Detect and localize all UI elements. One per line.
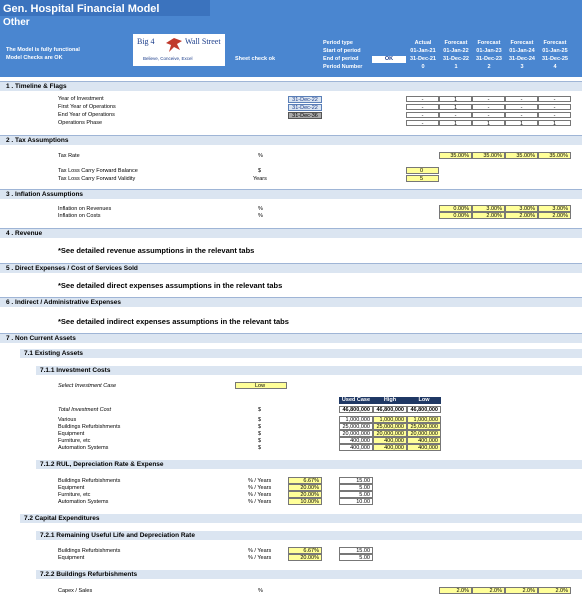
period-col-2-type: Forecast xyxy=(477,40,501,46)
period-col-2-end: 31-Dec-23 xyxy=(476,56,502,62)
period-col-1-start: 01-Jan-22 xyxy=(443,48,469,54)
inflation-costs-input[interactable]: 2.00% xyxy=(472,212,505,219)
item-high-input[interactable]: 1,000,000 xyxy=(373,416,407,423)
section-revenue[interactable] xyxy=(0,228,582,238)
item-low-input[interactable]: 1,000,000 xyxy=(407,416,441,423)
period-col-1-type: Forecast xyxy=(444,40,468,46)
section-title: 6 . Indirect / Administrative Expenses xyxy=(6,299,121,306)
inflation-revenues-unit: % xyxy=(258,206,263,212)
rul-label: Equipment xyxy=(58,485,85,491)
period-col-4-start: 01-Jan-25 xyxy=(542,48,568,54)
capex-useful-life-years: 5.00 xyxy=(339,554,373,561)
inflation-costs-label: Inflation on Costs xyxy=(58,213,101,219)
flag-cell: 1 xyxy=(538,120,571,126)
flag-cell: 1 xyxy=(439,104,472,110)
total-low: 46,800,000 xyxy=(407,406,441,413)
flag-cell: - xyxy=(505,104,538,110)
item-used: 400,000 xyxy=(339,444,373,451)
rul-label: Automation Systems xyxy=(58,499,109,505)
section-title: 7.2 Capital Expenditures xyxy=(24,515,100,522)
subsection-remaining-useful-life[interactable] xyxy=(36,531,582,540)
indirect-expenses-note: *See detailed indirect expenses assumptions in the relevant tabs xyxy=(58,317,289,326)
rul-unit: % / Years xyxy=(248,478,272,484)
item-low-input[interactable]: 400,000 xyxy=(407,437,441,444)
useful-life-years: 5.00 xyxy=(339,484,373,491)
flag-cell: - xyxy=(538,96,571,102)
row-label: End Year of Operations xyxy=(58,112,115,118)
section-title: 7.1 Existing Assets xyxy=(24,350,84,357)
subsection-existing-assets[interactable] xyxy=(20,349,582,358)
used-case-header: Used Case xyxy=(339,397,373,404)
tax-loss-balance-label: Tax Loss Carry Forward Balance xyxy=(58,168,138,174)
capex-sales-unit: % xyxy=(258,588,263,594)
section-title: 5 . Direct Expenses / Cost of Services Sold xyxy=(6,265,138,272)
rul2-label: Equipment xyxy=(58,555,85,561)
item-unit: $ xyxy=(258,424,262,430)
model-status-line2: Model Checks are OK xyxy=(6,55,63,61)
period-col-0-num: 0 xyxy=(421,64,425,70)
period-col-1-end: 31-Dec-22 xyxy=(443,56,469,62)
item-low-input[interactable]: 400,000 xyxy=(407,444,441,451)
flag-cell: - xyxy=(472,112,505,118)
section-timeline-flags[interactable] xyxy=(0,81,582,91)
item-unit: $ xyxy=(258,417,262,423)
total-investment-label: Total Investment Cost xyxy=(58,407,111,413)
depreciation-rate-input[interactable]: 10.00% xyxy=(288,498,322,505)
first-year-operations-date[interactable]: 31-Dec-22 xyxy=(288,104,322,111)
logo-text-left: Big 4 xyxy=(137,37,155,46)
tax-loss-balance-input[interactable]: 0 xyxy=(406,167,439,174)
tax-rate-label: Tax Rate xyxy=(58,153,80,159)
section-direct-expenses[interactable] xyxy=(0,263,582,273)
rul-label: Furniture, etc xyxy=(58,492,91,498)
period-col-3-start: 01-Jan-24 xyxy=(509,48,535,54)
period-col-2-start: 01-Jan-23 xyxy=(476,48,502,54)
inflation-costs-unit: % xyxy=(258,213,263,219)
sheet-check-status: Sheet check ok xyxy=(235,56,276,62)
flag-cell: - xyxy=(439,112,472,118)
end-period-ok-badge: OK xyxy=(372,56,406,63)
tax-rate-input[interactable]: 35.00% xyxy=(472,152,505,159)
item-label: Buildings Refurbishments xyxy=(58,424,121,430)
inflation-revenues-input[interactable]: 3.00% xyxy=(538,205,571,212)
flag-cell: 1 xyxy=(439,120,472,126)
total-used: 46,800,000 xyxy=(339,406,373,413)
inflation-costs-input[interactable]: 2.00% xyxy=(538,212,571,219)
period-col-0-start: 01-Jan-21 xyxy=(410,48,436,54)
item-label: Furniture, etc xyxy=(58,438,91,444)
tax-rate-input[interactable]: 35.00% xyxy=(505,152,538,159)
period-col-2-num: 2 xyxy=(487,64,491,70)
flag-cell: - xyxy=(406,96,439,102)
depreciation-rate-input[interactable]: 20.00% xyxy=(288,491,322,498)
revenue-note: *See detailed revenue assumptions in the relevant tabs xyxy=(58,246,255,255)
period-col-0-end: 31-Dec-21 xyxy=(410,56,436,62)
section-title: 7.2.2 Buildings Refurbishments xyxy=(40,571,138,578)
end-period-label: End of period xyxy=(323,56,359,62)
total-high: 46,800,000 xyxy=(373,406,407,413)
section-tax-assumptions[interactable] xyxy=(0,135,582,145)
model-status-line1: The Model is fully functional xyxy=(6,47,80,53)
section-title: 7.1.2 RUL, Depreciation Rate & Expense xyxy=(40,461,164,468)
section-title: 3 . Inflation Assumptions xyxy=(6,191,84,198)
select-case-label: Select Investment Case xyxy=(58,383,117,389)
section-inflation-assumptions[interactable] xyxy=(0,189,582,199)
item-used: 25,000,000 xyxy=(339,423,373,430)
item-label: Automation Systems xyxy=(58,445,109,451)
flag-cell: - xyxy=(505,96,538,102)
low-case-header: Low xyxy=(407,397,441,404)
flag-cell: - xyxy=(406,112,439,118)
rul2-unit: % / Years xyxy=(248,548,272,554)
row-label: First Year of Operations xyxy=(58,104,116,110)
period-col-1-num: 1 xyxy=(454,64,458,70)
subsection-rul-depreciation[interactable] xyxy=(36,460,582,469)
end-year-operations-date: 31-Dec-36 xyxy=(288,112,322,119)
item-used: 1,000,000 xyxy=(339,416,373,423)
tax-loss-validity-unit: Years xyxy=(253,176,267,182)
tax-loss-validity-label: Tax Loss Carry Forward Validity xyxy=(58,176,136,182)
capex-depreciation-rate-input[interactable]: 20.00% xyxy=(288,554,322,561)
inflation-costs-input[interactable]: 2.00% xyxy=(505,212,538,219)
item-used: 400,000 xyxy=(339,437,373,444)
eagle-icon xyxy=(164,35,184,55)
item-label: Equipment xyxy=(58,431,85,437)
flag-cell: - xyxy=(538,104,571,110)
item-high-input[interactable]: 400,000 xyxy=(373,444,407,451)
section-title: 7.2.1 Remaining Useful Life and Depreciation Rate xyxy=(40,532,195,539)
flag-cell: 1 xyxy=(439,96,472,102)
item-unit: $ xyxy=(258,438,262,444)
capex-sales-input[interactable]: 2.0% xyxy=(538,587,571,594)
section-title: 1 . Timeline & Flags xyxy=(6,83,67,90)
inflation-revenues-input[interactable]: 3.00% xyxy=(472,205,505,212)
period-col-4-num: 4 xyxy=(553,64,557,70)
period-col-3-end: 31-Dec-24 xyxy=(509,56,535,62)
item-label: Various xyxy=(58,417,77,423)
period-col-3-num: 3 xyxy=(520,64,524,70)
useful-life-years: 15.00 xyxy=(339,477,373,484)
capex-sales-input[interactable]: 2.0% xyxy=(472,587,505,594)
period-col-4-end: 31-Dec-25 xyxy=(542,56,568,62)
investment-case-select[interactable]: Low xyxy=(235,382,287,389)
item-used: 20,000,000 xyxy=(339,430,373,437)
flag-cell: - xyxy=(472,96,505,102)
useful-life-years: 10.00 xyxy=(339,498,373,505)
logo-tagline: Believe, Conceive, Excel xyxy=(143,56,193,61)
flag-cell: 1 xyxy=(505,120,538,126)
subsection-buildings-refurbishments[interactable] xyxy=(36,570,582,579)
capex-sales-input[interactable]: 2.0% xyxy=(505,587,538,594)
rul-label: Buildings Refurbishments xyxy=(58,478,121,484)
rul-unit: % / Years xyxy=(248,499,272,505)
section-title: 7 . Non Current Assets xyxy=(6,335,76,342)
flag-cell: - xyxy=(472,104,505,110)
period-type-label: Period type xyxy=(323,40,353,46)
item-high-input[interactable]: 25,000,000 xyxy=(373,423,407,430)
item-high-input[interactable]: 20,000,000 xyxy=(373,430,407,437)
tax-loss-validity-input[interactable]: 5 xyxy=(406,175,439,182)
tax-rate-input[interactable]: 35.00% xyxy=(538,152,571,159)
capex-useful-life-years: 15.00 xyxy=(339,547,373,554)
subsection-investment-costs[interactable] xyxy=(36,366,582,375)
capex-sales-input[interactable]: 2.0% xyxy=(439,587,472,594)
year-of-investment-date[interactable]: 31-Dec-22 xyxy=(288,96,322,103)
inflation-revenues-input[interactable]: 3.00% xyxy=(505,205,538,212)
rul2-label: Buildings Refurbishments xyxy=(58,548,121,554)
period-col-0-type: Actual xyxy=(414,40,432,46)
period-col-3-type: Forecast xyxy=(510,40,534,46)
inflation-revenues-input[interactable]: 0.00% xyxy=(439,205,472,212)
start-period-label: Start of period xyxy=(323,48,361,54)
inflation-revenues-label: Inflation on Revenues xyxy=(58,206,112,212)
useful-life-years: 5.00 xyxy=(339,491,373,498)
sheet-title: Other xyxy=(3,17,30,28)
section-indirect-expenses[interactable] xyxy=(0,297,582,307)
total-investment-unit: $ xyxy=(258,407,262,413)
section-title: 4 . Revenue xyxy=(6,230,43,237)
depreciation-rate-input[interactable]: 6.67% xyxy=(288,477,322,484)
rul-unit: % / Years xyxy=(248,485,272,491)
period-number-label: Period Number xyxy=(323,64,363,70)
flag-cell: - xyxy=(406,104,439,110)
flag-cell: - xyxy=(538,112,571,118)
row-label: Operations Phase xyxy=(58,120,103,126)
section-title: 2 . Tax Assumptions xyxy=(6,137,69,144)
depreciation-rate-input[interactable]: 20.00% xyxy=(288,484,322,491)
item-unit: $ xyxy=(258,431,262,437)
flag-cell: - xyxy=(505,112,538,118)
tax-rate-unit: % xyxy=(258,153,263,159)
capex-sales-label: Capex / Sales xyxy=(58,588,93,594)
rul-unit: % / Years xyxy=(248,492,272,498)
item-low-input[interactable]: 20,000,000 xyxy=(407,430,441,437)
rul2-unit: % / Years xyxy=(248,555,272,561)
tax-rate-input[interactable]: 35.00% xyxy=(439,152,472,159)
item-unit: $ xyxy=(258,445,262,451)
flag-cell: 1 xyxy=(472,120,505,126)
high-case-header: High xyxy=(373,397,407,404)
company-logo xyxy=(133,34,225,66)
row-label: Year of Investment xyxy=(58,96,104,102)
item-low-input[interactable]: 25,000,000 xyxy=(407,423,441,430)
inflation-costs-input[interactable]: 0.00% xyxy=(439,212,472,219)
model-title: Gen. Hospital Financial Model xyxy=(3,3,160,15)
capex-depreciation-rate-input[interactable]: 6.67% xyxy=(288,547,322,554)
section-title: 7.1.1 Investment Costs xyxy=(40,367,111,374)
logo-text-right: Wall Street xyxy=(185,37,221,46)
flag-cell: - xyxy=(406,120,439,126)
tax-loss-balance-unit: $ xyxy=(258,168,262,174)
subsection-capital-expenditures[interactable] xyxy=(20,514,582,523)
period-col-4-type: Forecast xyxy=(543,40,567,46)
section-non-current-assets[interactable] xyxy=(0,333,582,343)
item-high-input[interactable]: 400,000 xyxy=(373,437,407,444)
direct-expenses-note: *See detailed direct expenses assumptions in the relevant tabs xyxy=(58,281,283,290)
